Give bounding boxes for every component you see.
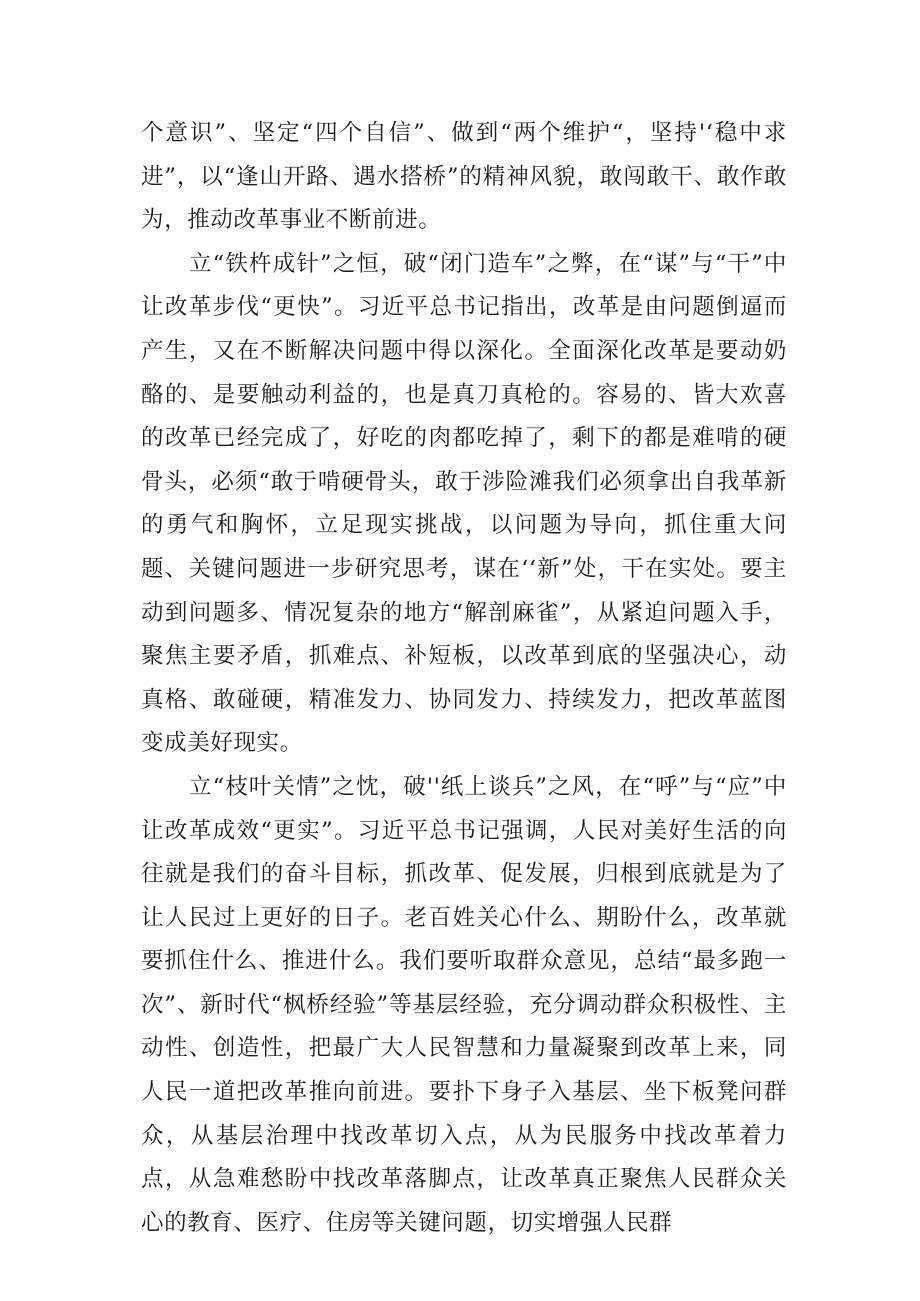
document-body [141, 112, 787, 1245]
paragraph-continuation: 个意识”、坚定“四个自信”、做到“两个维护“，坚持'‘稳中求进”，以“逢山开路、遇水搭桥”的精神风貌，敢闯敢干、敢作敢为，推动改革事业不断前进。 [141, 120, 787, 234]
paragraph-reform-results: 立“枝叶关情”之忱，破''纸上谈兵”之风，在“呼”与“应”中让改革成效“更实”。习近平总书记强调，人民对美好生活的向往就是我们的奋斗目标，抓改革、促发展，归根到底就是为了让人民过上更好的日子。老百姓关心什么、期盼什么，改革就要抓住什么、推进什么。我们要听取群众意见，总结“最多跑一次”、新时代“枫桥经验”等基层经验，充分调动群众积极性、主动性、创造性，把最广大人民智慧和力量凝聚到改革上来，同人民一道把改革推向前进。要扑下身子入基层、坐下板凳问群众，从基层治理中找改革切入点，从为民服务中找改革着力点，从急难愁盼中找改革落脚点，让改革真正聚焦人民群众关心的教育、医疗、住房等关键问题，切实增强人民群 [141, 773, 787, 1236]
paragraph-reform-pace: 立“铁杵成针”之恒，破“闭门造车”之弊，在“谋”与“干”中让改革步伐“更快”。习近平总书记指出，改革是由问题倒逼而产生，又在不断解决问题中得以深化。全面深化改革是要动奶酪的、是要触动利益的，也是真刀真枪的。容易的、皆大欢喜的改革已经完成了，好吃的肉都吃掉了，剩下的都是难啃的硬骨头，必须“敢于啃硬骨头，敢于涉险滩我们必须拿出自我革新的勇气和胸怀，立足现实挑战，以问题为导向，抓住重大问题、关键问题进一步研究思考，谋在‘‘新”处，干在实处。要主动到问题多、情况复杂的地方“解剖麻雀”，从紧迫问题入手，聚焦主要矛盾，抓难点、补短板，以改革到底的坚强决心，动真格、敢碰硬，精准发力、协同发力、持续发力，把改革蓝图变成美好现实。 [141, 250, 787, 757]
